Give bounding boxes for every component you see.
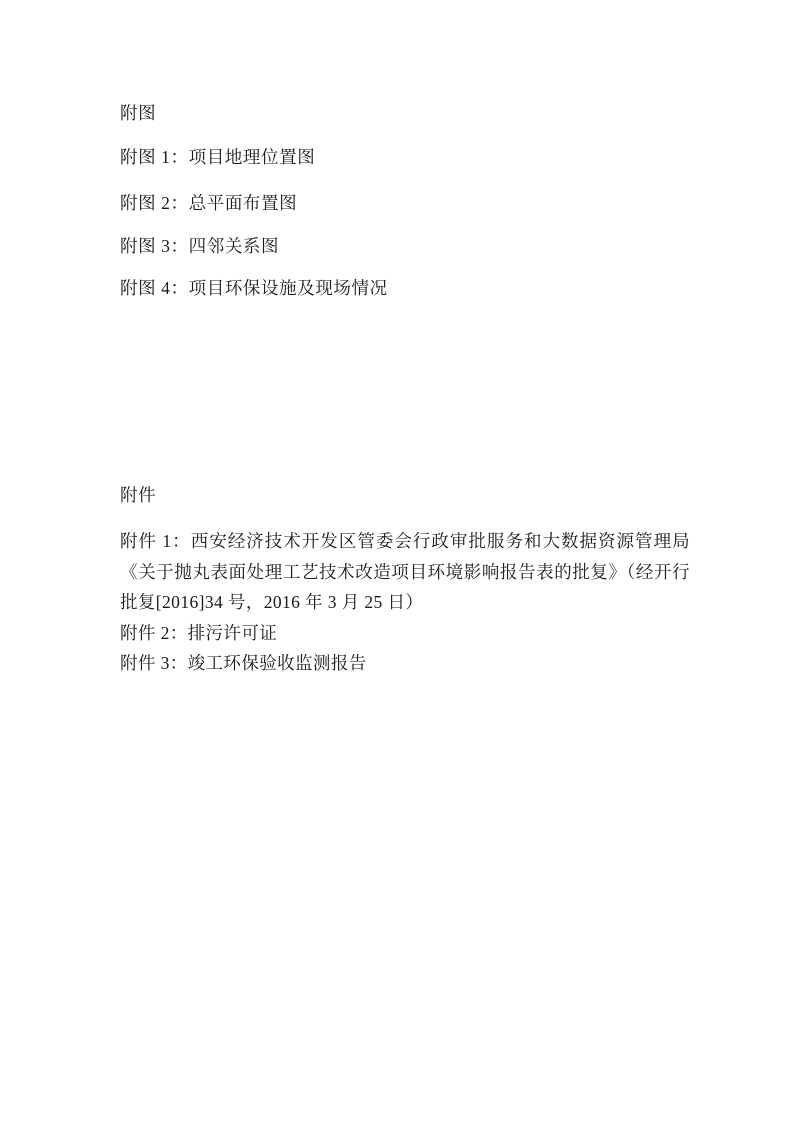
attachments-list xyxy=(120,526,690,679)
figure-list-item-1: 附图 1：项目地理位置图 xyxy=(120,147,316,167)
attachment-list-item-3: 附件 3：竣工环保验收监测报告 xyxy=(120,653,367,674)
figure-list-item-3: 附图 3：四邻关系图 xyxy=(120,236,280,256)
figure-list-item-4: 附图 4：项目环保设施及现场情况 xyxy=(120,278,388,298)
attachment-list-item-1: 附件 1：西安经济技术开发区管委会行政审批服务和大数据资源管理局《关于抛丸表面处理工艺技术改造项目环境影响报告表的批复》（经开行批复[2016]34 号，2016 年 3 月 25 日） xyxy=(120,531,690,613)
attachment-list-item-2: 附件 2：排污许可证 xyxy=(120,622,278,643)
attachments-section-heading: 附件 xyxy=(120,485,157,505)
figure-list-item-2: 附图 2：总平面布置图 xyxy=(120,193,298,213)
figures-section-heading: 附图 xyxy=(120,103,157,123)
